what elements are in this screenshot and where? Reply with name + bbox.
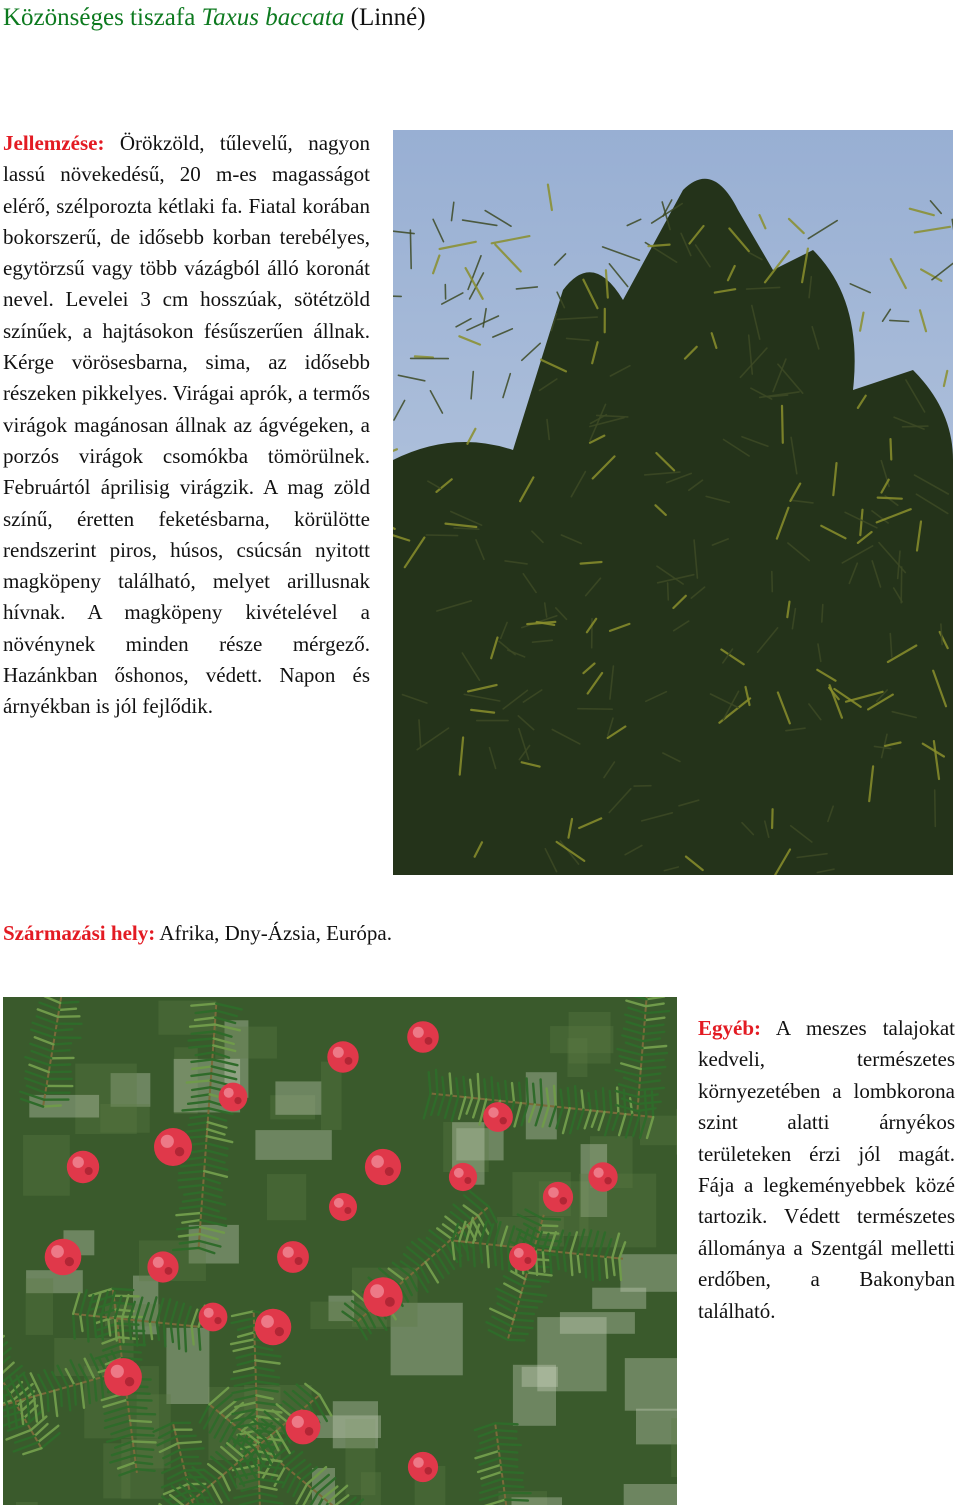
other-text: A meszes talajokat kedveli, természetes környezetében a lombkorona szint alatti árnyékos területeken érzi jól magát. Fája a legkeményebbek közé tartozik. Védett természetes állománya a Szentgál melletti erdőben, a Bakonyban található. — [698, 1016, 956, 1323]
page-title — [3, 2, 426, 34]
other-paragraph — [698, 1013, 955, 1327]
description-label: Jellemzése: — [3, 131, 105, 155]
other-label: Egyéb: — [698, 1016, 761, 1040]
latin-name: Taxus baccata — [201, 4, 345, 31]
author-name: (Linné) — [350, 4, 426, 31]
origin-text: Afrika, Dny-Ázsia, Európa. — [159, 921, 392, 945]
description-paragraph — [3, 128, 370, 723]
description-text: Örökzöld, tűlevelű, nagyon lassú növekedésű, 20 m-es magasságot elérő, szélporozta kétlaki fa. Fiatal korában bokorszerű, de idősebb korban terebélyes, egytörzsű vagy több vázágból álló koronát nevel. Levelei 3 cm hosszúak, sötétzöld színűek, a hajtásokon fésűszerűen állnak. Kérge vörösesbarna, sima, az idősebb részeken pikkelyes. Virágai aprók, a termős virágok magánosan állnak az ágvégeken, a porzós virágok csomókba tömörülnek. Februártól áprilisig virágzik. A mag zöld színű, éretten feketésbarna, körülötte rendszerint piros, húsos, csúcsán nyitott magköpeny található, melyet arillusnak hívnak. A magköpeny kivételével a növénynek minden része mérgező. Hazánkban őshonos, védett. Napon és árnyékban is jól fejlődik. — [3, 131, 371, 719]
origin-line — [3, 917, 392, 949]
common-name: Közönséges tiszafa — [3, 4, 196, 31]
tree-crown-photo — [393, 130, 953, 875]
origin-label: Származási hely: — [3, 921, 156, 945]
berries-photo — [3, 997, 677, 1505]
